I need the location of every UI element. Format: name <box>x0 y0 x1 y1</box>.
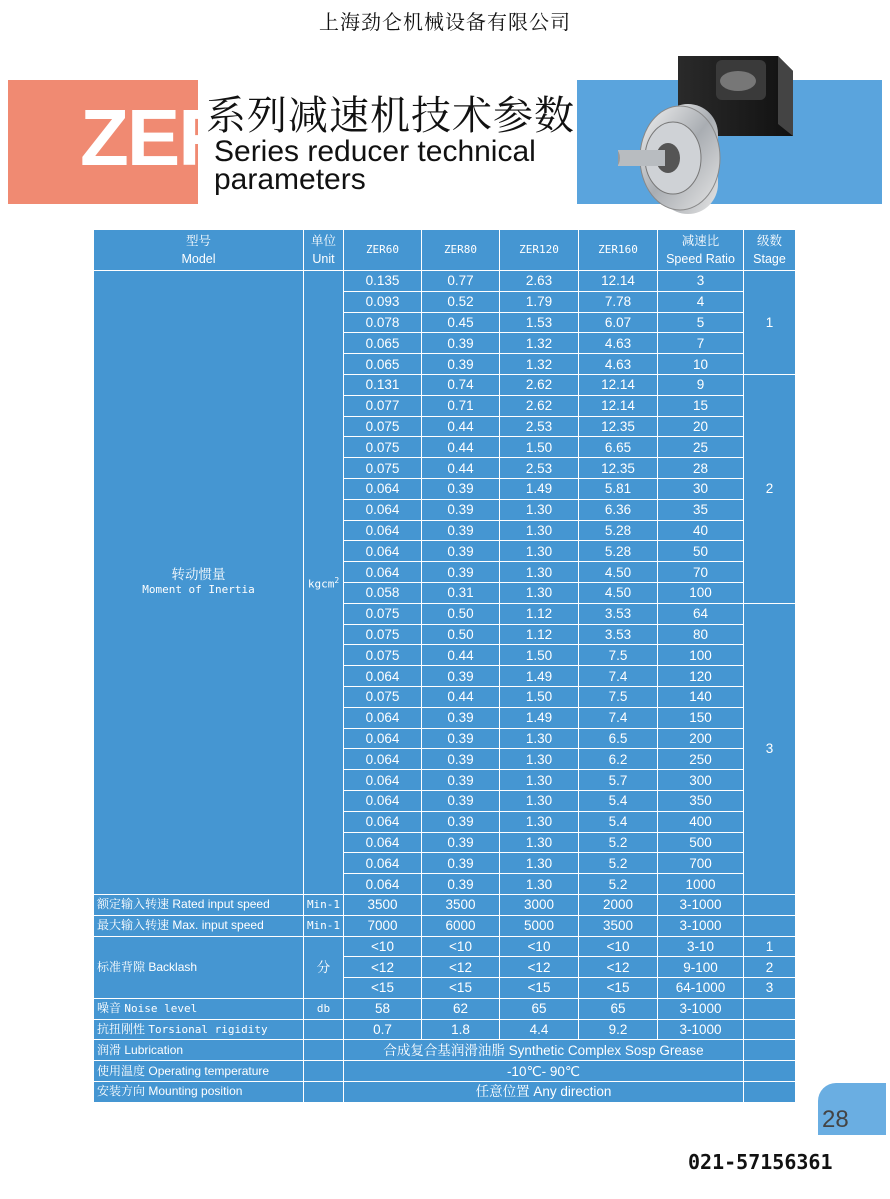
inertia-value: 0.135 <box>344 271 422 292</box>
ratio-value: 700 <box>658 853 744 874</box>
inertia-value: 0.52 <box>422 291 500 312</box>
backlash-value: <15 <box>579 978 658 999</box>
inertia-value: 12.35 <box>579 458 658 479</box>
label-en: Backlash <box>148 959 198 974</box>
header-row <box>94 230 796 271</box>
ratio-value: 100 <box>658 645 744 666</box>
header-model: 型号 Model <box>94 230 304 271</box>
unit-superscript: 2 <box>334 576 340 586</box>
page-subtitle <box>214 135 536 196</box>
inertia-value: 2.53 <box>500 458 579 479</box>
inertia-value: 0.39 <box>422 478 500 499</box>
inertia-value: 0.39 <box>422 707 500 728</box>
max-speed-label <box>94 915 304 936</box>
value-cell: 4.4 <box>500 1019 579 1040</box>
inertia-value: 0.065 <box>344 354 422 375</box>
inertia-value: 2.62 <box>500 374 579 395</box>
inertia-value: 1.50 <box>500 437 579 458</box>
inertia-value: 0.064 <box>344 811 422 832</box>
inertia-value: 1.30 <box>500 520 579 541</box>
inertia-value: 0.064 <box>344 520 422 541</box>
inertia-value: 0.064 <box>344 666 422 687</box>
inertia-value: 1.79 <box>500 291 579 312</box>
value-cell: 3-1000 <box>658 915 744 936</box>
inertia-value: 1.30 <box>500 874 579 895</box>
mounting-value: 任意位置 Any direction <box>344 1082 744 1103</box>
inertia-value: 0.064 <box>344 790 422 811</box>
gear-reducer-image <box>618 46 858 216</box>
value-cell: 65 <box>500 998 579 1019</box>
inertia-value: 3.53 <box>579 603 658 624</box>
subtitle-line-2: parameters <box>214 163 366 196</box>
inertia-value: 0.058 <box>344 582 422 603</box>
label-cn: 使用温度 <box>97 1063 146 1078</box>
ratio-value: 200 <box>658 728 744 749</box>
inertia-value: 0.064 <box>344 541 422 562</box>
technical-parameters-table <box>93 229 796 1103</box>
value-cell: 9.2 <box>579 1019 658 1040</box>
ratio-value: 15 <box>658 395 744 416</box>
ratio-value: 30 <box>658 478 744 499</box>
value-cell: 65 <box>579 998 658 1019</box>
temperature-row <box>94 1061 796 1082</box>
inertia-value: 0.44 <box>422 416 500 437</box>
mounting-row <box>94 1082 796 1103</box>
max-speed-row <box>94 915 796 936</box>
header-ratio: 减速比 Speed Ratio <box>658 230 744 271</box>
inertia-value: 1.30 <box>500 790 579 811</box>
inertia-value: 0.078 <box>344 312 422 333</box>
ratio-value: 70 <box>658 562 744 583</box>
header-zer160: ZER160 <box>579 230 658 271</box>
inertia-value: 0.71 <box>422 395 500 416</box>
backlash-value: 9-100 <box>658 957 744 978</box>
label-en: Mounting position <box>148 1084 243 1099</box>
stage-empty <box>744 915 796 936</box>
backlash-value: <12 <box>422 957 500 978</box>
label-en: Max. input speed <box>172 918 264 933</box>
ratio-value: 80 <box>658 624 744 645</box>
ratio-value: 120 <box>658 666 744 687</box>
ratio-value: 35 <box>658 499 744 520</box>
label-en: Operating temperature <box>148 1063 270 1078</box>
inertia-value: 5.4 <box>579 790 658 811</box>
inertia-value: 0.075 <box>344 458 422 479</box>
inertia-value: 0.077 <box>344 395 422 416</box>
rigidity-label <box>94 1019 304 1040</box>
inertia-value: 0.77 <box>422 271 500 292</box>
temperature-label <box>94 1061 304 1082</box>
series-logo: ZER <box>80 93 234 182</box>
inertia-value: 6.65 <box>579 437 658 458</box>
inertia-value: 2.53 <box>500 416 579 437</box>
backlash-value: <12 <box>344 957 422 978</box>
header-zer60: ZER60 <box>344 230 422 271</box>
inertia-value: 0.075 <box>344 416 422 437</box>
ratio-value: 20 <box>658 416 744 437</box>
inertia-value: 0.39 <box>422 770 500 791</box>
label-en: Lubrication <box>124 1042 184 1057</box>
inertia-value: 1.30 <box>500 499 579 520</box>
inertia-value: 0.075 <box>344 645 422 666</box>
backlash-value: <15 <box>500 978 579 999</box>
inertia-value: 0.39 <box>422 541 500 562</box>
inertia-value: 0.39 <box>422 520 500 541</box>
rated-speed-label <box>94 894 304 915</box>
inertia-value: 1.12 <box>500 624 579 645</box>
stage-empty <box>744 1061 796 1082</box>
inertia-value: 0.39 <box>422 666 500 687</box>
backlash-value: <12 <box>579 957 658 978</box>
inertia-value: 1.49 <box>500 478 579 499</box>
page-number: 28 <box>822 1106 849 1133</box>
label-en: Noise level <box>124 1002 198 1016</box>
label-cn: 噪音 <box>97 1001 122 1016</box>
temperature-value: -10℃- 90℃ <box>344 1061 744 1082</box>
inertia-value: 2.63 <box>500 271 579 292</box>
value-cell: 3-1000 <box>658 894 744 915</box>
ratio-value: 40 <box>658 520 744 541</box>
ratio-value: 9 <box>658 374 744 395</box>
label-en: Rated input speed <box>172 897 270 912</box>
label-cn: 标准背隙 <box>97 959 146 974</box>
inertia-value: 1.30 <box>500 770 579 791</box>
inertia-value: 5.28 <box>579 520 658 541</box>
backlash-value: <15 <box>344 978 422 999</box>
ratio-value: 400 <box>658 811 744 832</box>
inertia-value: 0.39 <box>422 853 500 874</box>
inertia-value: 4.50 <box>579 562 658 583</box>
inertia-value: 0.39 <box>422 728 500 749</box>
inertia-value: 6.36 <box>579 499 658 520</box>
inertia-value: 0.064 <box>344 499 422 520</box>
ratio-value: 100 <box>658 582 744 603</box>
value-cell: 7000 <box>344 915 422 936</box>
stage-empty <box>744 998 796 1019</box>
inertia-value: 0.44 <box>422 437 500 458</box>
label-cn: 额定输入转速 <box>97 897 170 912</box>
inertia-value: 0.093 <box>344 291 422 312</box>
company-name: 上海劲仑机械设备有限公司 <box>319 10 571 34</box>
ratio-value: 10 <box>658 354 744 375</box>
inertia-value: 0.31 <box>422 582 500 603</box>
unit-empty <box>304 1061 344 1082</box>
inertia-value: 12.14 <box>579 271 658 292</box>
inertia-value: 0.50 <box>422 624 500 645</box>
inertia-value: 6.2 <box>579 749 658 770</box>
value-cell: 3000 <box>500 894 579 915</box>
inertia-value: 0.39 <box>422 790 500 811</box>
backlash-value: 3-10 <box>658 936 744 957</box>
inertia-label-en: Moment of Inertia <box>142 583 255 597</box>
inertia-value: 6.5 <box>579 728 658 749</box>
stage-empty <box>744 894 796 915</box>
value-cell: 58 <box>344 998 422 1019</box>
ratio-value: 50 <box>658 541 744 562</box>
backlash-value: <10 <box>579 936 658 957</box>
ratio-value: 5 <box>658 312 744 333</box>
inertia-value: 1.12 <box>500 603 579 624</box>
phone-number: 021-57156361 <box>688 1150 833 1174</box>
inertia-value: 4.63 <box>579 333 658 354</box>
lubrication-row <box>94 1040 796 1061</box>
ratio-value: 140 <box>658 686 744 707</box>
stage-empty <box>744 1040 796 1061</box>
inertia-value: 0.74 <box>422 374 500 395</box>
stage-value: 3 <box>744 978 796 999</box>
backlash-value: <10 <box>344 936 422 957</box>
inertia-value: 5.2 <box>579 874 658 895</box>
backlash-value: 64-1000 <box>658 978 744 999</box>
ratio-value: 1000 <box>658 874 744 895</box>
inertia-value: 0.064 <box>344 478 422 499</box>
label-cn: 安装方向 <box>97 1084 146 1099</box>
ratio-value: 500 <box>658 832 744 853</box>
inertia-label <box>94 271 304 895</box>
backlash-label <box>94 936 304 998</box>
inertia-value: 1.49 <box>500 666 579 687</box>
inertia-value: 1.30 <box>500 728 579 749</box>
value-cell: 2000 <box>579 894 658 915</box>
noise-label <box>94 998 304 1019</box>
page-title: 系列减速机技术参数 <box>206 93 575 139</box>
inertia-value: 0.064 <box>344 832 422 853</box>
backlash-value: <12 <box>500 957 579 978</box>
inertia-value: 12.35 <box>579 416 658 437</box>
unit-cell: Min-1 <box>304 894 344 915</box>
stage-value: 1 <box>744 936 796 957</box>
inertia-value: 1.30 <box>500 749 579 770</box>
value-cell: 3500 <box>344 894 422 915</box>
unit-cell: Min-1 <box>304 915 344 936</box>
inertia-value: 1.32 <box>500 354 579 375</box>
inertia-value: 12.14 <box>579 395 658 416</box>
inertia-value: 7.4 <box>579 707 658 728</box>
subtitle-line-1: Series reducer technical <box>214 135 536 168</box>
inertia-value: 0.50 <box>422 603 500 624</box>
label-cn: 抗扭刚性 <box>97 1022 146 1037</box>
inertia-value: 0.39 <box>422 749 500 770</box>
inertia-value: 12.14 <box>579 374 658 395</box>
inertia-value: 7.4 <box>579 666 658 687</box>
inertia-value: 0.39 <box>422 354 500 375</box>
stage-value: 1 <box>744 271 796 375</box>
inertia-value: 0.075 <box>344 603 422 624</box>
rated-speed-row <box>94 894 796 915</box>
inertia-value: 0.39 <box>422 874 500 895</box>
inertia-value: 5.28 <box>579 541 658 562</box>
ratio-value: 3 <box>658 271 744 292</box>
inertia-value: 0.075 <box>344 624 422 645</box>
inertia-value: 0.44 <box>422 645 500 666</box>
header-stage: 级数 Stage <box>744 230 796 271</box>
label-cn: 最大输入转速 <box>97 918 170 933</box>
header-zer80: ZER80 <box>422 230 500 271</box>
inertia-value: 0.065 <box>344 333 422 354</box>
inertia-value: 0.44 <box>422 686 500 707</box>
inertia-value: 7.78 <box>579 291 658 312</box>
inertia-value: 0.45 <box>422 312 500 333</box>
inertia-value: 1.30 <box>500 541 579 562</box>
inertia-value: 1.50 <box>500 686 579 707</box>
inertia-value: 7.5 <box>579 645 658 666</box>
inertia-value: 5.2 <box>579 853 658 874</box>
inertia-value: 5.4 <box>579 811 658 832</box>
unit-cell <box>304 1019 344 1040</box>
unit-empty <box>304 1040 344 1061</box>
inertia-label-cn: 转动惯量 <box>171 567 226 583</box>
value-cell: 62 <box>422 998 500 1019</box>
value-cell: 1.8 <box>422 1019 500 1040</box>
value-cell: 3500 <box>579 915 658 936</box>
inertia-value: 4.50 <box>579 582 658 603</box>
inertia-value: 1.32 <box>500 333 579 354</box>
inertia-value: 0.39 <box>422 333 500 354</box>
ratio-value: 64 <box>658 603 744 624</box>
inertia-value: 1.30 <box>500 853 579 874</box>
inertia-value: 0.064 <box>344 707 422 728</box>
inertia-value: 0.064 <box>344 770 422 791</box>
value-cell: 6000 <box>422 915 500 936</box>
inertia-value: 5.2 <box>579 832 658 853</box>
value-cell: 3500 <box>422 894 500 915</box>
ratio-value: 4 <box>658 291 744 312</box>
stage-value: 2 <box>744 957 796 978</box>
inertia-value: 0.39 <box>422 832 500 853</box>
inertia-value: 0.064 <box>344 853 422 874</box>
stage-empty <box>744 1082 796 1103</box>
lubrication-label <box>94 1040 304 1061</box>
backlash-value: <15 <box>422 978 500 999</box>
stage-empty <box>744 1019 796 1040</box>
inertia-value: 0.075 <box>344 437 422 458</box>
inertia-unit <box>304 271 344 895</box>
inertia-value: 7.5 <box>579 686 658 707</box>
value-cell: 5000 <box>500 915 579 936</box>
header-unit: 单位 Unit <box>304 230 344 271</box>
inertia-value: 0.131 <box>344 374 422 395</box>
inertia-value: 0.44 <box>422 458 500 479</box>
noise-row <box>94 998 796 1019</box>
value-cell: 0.7 <box>344 1019 422 1040</box>
inertia-value: 2.62 <box>500 395 579 416</box>
value-cell: 3-1000 <box>658 1019 744 1040</box>
backlash-row <box>94 936 796 957</box>
rigidity-row <box>94 1019 796 1040</box>
inertia-value: 0.39 <box>422 562 500 583</box>
ratio-value: 350 <box>658 790 744 811</box>
ratio-value: 300 <box>658 770 744 791</box>
ratio-value: 7 <box>658 333 744 354</box>
inertia-value: 0.075 <box>344 686 422 707</box>
stage-value: 2 <box>744 374 796 603</box>
unit-empty <box>304 1082 344 1103</box>
inertia-value: 1.30 <box>500 562 579 583</box>
unit-cell: db <box>304 998 344 1019</box>
lubrication-value: 合成复合基润滑油脂 Synthetic Complex Sosp Grease <box>344 1040 744 1061</box>
inertia-row <box>94 271 796 292</box>
inertia-value: 0.064 <box>344 562 422 583</box>
ratio-value: 150 <box>658 707 744 728</box>
inertia-value: 0.064 <box>344 728 422 749</box>
ratio-value: 250 <box>658 749 744 770</box>
header-zer120: ZER120 <box>500 230 579 271</box>
inertia-value: 6.07 <box>579 312 658 333</box>
inertia-value: 4.63 <box>579 354 658 375</box>
inertia-value: 1.50 <box>500 645 579 666</box>
inertia-value: 5.7 <box>579 770 658 791</box>
inertia-value: 1.53 <box>500 312 579 333</box>
backlash-value: <10 <box>500 936 579 957</box>
label-cn: 润滑 <box>97 1042 122 1057</box>
inertia-value: 1.30 <box>500 582 579 603</box>
inertia-value: 5.81 <box>579 478 658 499</box>
inertia-value: 1.30 <box>500 811 579 832</box>
inertia-value: 0.39 <box>422 811 500 832</box>
mounting-label <box>94 1082 304 1103</box>
inertia-value: 0.064 <box>344 874 422 895</box>
backlash-value: <10 <box>422 936 500 957</box>
stage-value: 3 <box>744 603 796 894</box>
ratio-value: 28 <box>658 458 744 479</box>
inertia-value: 0.064 <box>344 749 422 770</box>
inertia-value: 3.53 <box>579 624 658 645</box>
inertia-value: 0.39 <box>422 499 500 520</box>
inertia-value: 1.30 <box>500 832 579 853</box>
value-cell: 3-1000 <box>658 998 744 1019</box>
label-en: Torsional rigidity <box>148 1023 268 1037</box>
unit-text: kgcm <box>307 577 335 591</box>
inertia-value: 1.49 <box>500 707 579 728</box>
ratio-value: 25 <box>658 437 744 458</box>
backlash-unit: 分 <box>304 936 344 998</box>
